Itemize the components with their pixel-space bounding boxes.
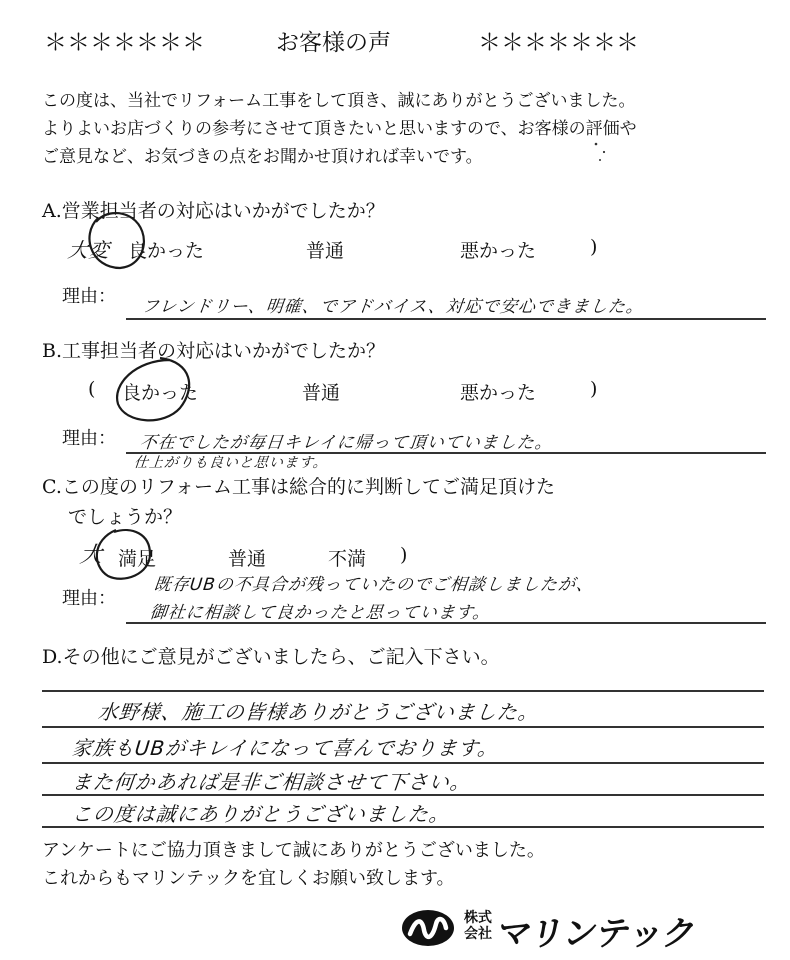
question-b: B.工事担当者の対応はいかがでしたか？ [42,340,386,362]
question-a-option-good: 良かった [128,240,205,262]
question-c-close-paren: ) [400,544,408,566]
question-b-option-good: 良かった [122,382,199,404]
question-b-reason-label: 理由： [62,428,116,449]
question-c-selection-circle [97,530,150,579]
stars-left: ＊＊＊＊＊＊＊ [44,30,205,56]
stray-dots [595,143,605,161]
comment-line-4: この度は誠にありがとうございました。 [70,802,452,826]
question-a-reason-text: フレンドリー、明確、でアドバイス、対応で安心できました。 [140,297,646,317]
question-c-reason-line-1: 既存UBの不具合が残っていたのでご相談しましたが、 [152,575,595,595]
question-b-open-paren: ( [88,378,96,400]
question-a-option-bad: 悪かった [460,240,537,262]
closing-line-1: アンケートにご協力頂きまして誠にありがとうございました。 [42,840,545,861]
question-a-selection-circle [89,213,143,268]
question-b-option-normal: 普通 [302,382,341,404]
stars-right: ＊＊＊＊＊＊＊ [478,30,639,56]
question-c-reason-line-2: 御社に相談して良かったと思っています。 [148,603,492,623]
question-c-line-1: C.この度のリフォーム工事は総合的に判断してご満足頂けた [42,476,555,498]
question-c-prefix: 大 [78,543,105,568]
question-c-option-satisfied: 満足 [118,548,157,570]
intro-line-2: よりよいお店づくりの参考にさせて頂きたいと思いますので、お客様の評価や [42,119,637,139]
question-b-close-paren: ) [590,378,598,400]
question-c-reason-label: 理由： [62,588,116,609]
question-b-option-bad: 悪かった [460,382,537,404]
comment-line-3: また何かあれば是非ご相談させて下さい。 [70,770,473,794]
comment-line-2: 家族もUBがキレイになって喜んでおります。 [70,736,500,760]
question-a-close-paren: ) [590,236,598,258]
logo-kabushiki-top: 株式 [464,910,492,926]
question-a: A.営業担当者の対応はいかがでしたか？ [42,200,385,222]
company-logo [400,906,740,954]
comment-line-1: 水野様、施工の皆様ありがとうございました。 [96,700,541,724]
question-b-reason-line-2: 仕上がりも良いと思います。 [133,455,329,471]
page-title: お客様の声 [276,30,391,56]
logo-kabushiki-bottom: 会社 [464,926,492,942]
marintec-logo-icon [400,908,456,948]
question-c-line-2: でしょうか？ [68,506,183,528]
question-a-option-normal: 普通 [306,240,345,262]
question-b-reason-line-1: 不在でしたが毎日キレイに帰って頂いていました。 [138,433,554,453]
question-c-option-normal: 普通 [228,548,267,570]
question-a-prefix: 大変 [66,238,112,262]
logo-company-name: マリンテック [493,914,699,954]
question-a-reason-label: 理由： [62,286,116,307]
question-b-selection-circle [117,358,189,420]
intro-line-1: この度は、当社でリフォーム工事をして頂き、誠にありがとうございました。 [42,91,636,111]
intro-line-3: ご意見など、お気づきの点をお聞かせ頂ければ幸いです。 [42,147,483,167]
question-d: D.その他にご意見がございましたら、ご記入下さい。 [42,646,500,668]
question-c-option-unsatisfied: 不満 [328,548,367,570]
closing-line-2: これからもマリンテックを宜しくお願い致します。 [42,868,455,889]
